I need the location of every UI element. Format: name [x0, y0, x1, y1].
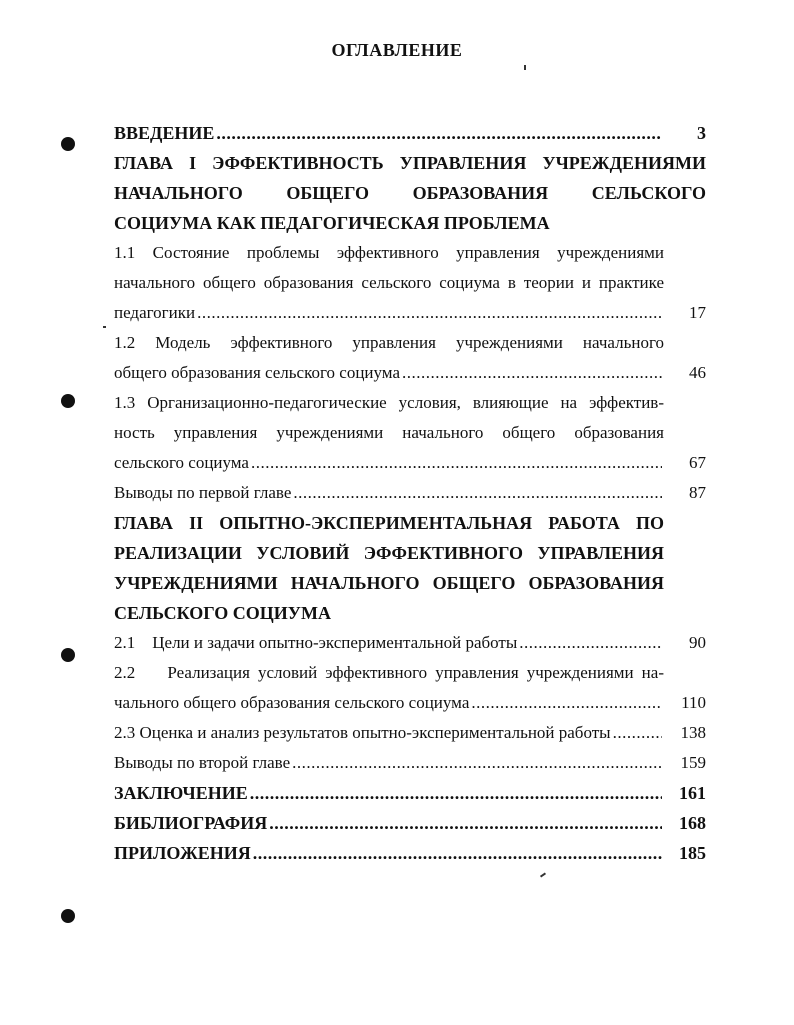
dot-leader [216, 118, 662, 148]
binder-hole-mark [61, 909, 75, 923]
scan-speck [540, 872, 546, 877]
toc-entry-appendices[interactable]: ПРИЛОЖЕНИЯ ..... 185 [114, 838, 706, 868]
toc-entry-section-2-1[interactable]: 2.1 Цели и задачи опытно-экспериментальной работы ..... 90 [114, 628, 706, 658]
binder-hole-mark [61, 394, 75, 408]
dot-leader [402, 358, 662, 388]
page-title: ОГЛАВЛЕНИЕ [331, 40, 463, 60]
binder-hole-mark [61, 648, 75, 662]
toc-entry-chapter-2[interactable]: ГЛАВА II ОПЫТНО-ЭКСПЕРИМЕНТАЛЬНАЯ РАБОТА ПО РЕАЛИЗАЦИИ УСЛОВИЙ ЭФФЕКТИВНОГО УПРАВЛЕНИЯ УЧРЕЖДЕНИЯМИ НАЧАЛЬНОГО ОБЩЕГО ОБРАЗОВАНИЯ СЕЛЬСКОГО СОЦИУМА [114, 513, 664, 623]
dot-leader [471, 688, 662, 718]
toc-entry-conclusions-2[interactable]: Выводы по второй главе ..... 159 [114, 748, 706, 778]
toc-entry-section-2-2[interactable]: 2.2 Реализация условий эффективного управления учреждениями на- чального общего образования сельского социума ..... 110 [114, 658, 706, 718]
toc-entry-introduction[interactable]: ВВЕДЕНИЕ ..... 3 [114, 118, 706, 148]
toc-entry-bibliography[interactable]: БИБЛИОГРАФИЯ ..... 168 [114, 808, 706, 838]
dot-leader [519, 628, 662, 658]
dot-leader [613, 718, 662, 748]
toc-entry-conclusion[interactable]: ЗАКЛЮЧЕНИЕ ..... 161 [114, 778, 706, 808]
toc-entry-conclusions-1[interactable]: Выводы по первой главе ..... 87 [114, 478, 706, 508]
dot-leader [251, 448, 662, 478]
toc-entry-section-2-3[interactable]: 2.3 Оценка и анализ результатов опытно-экспериментальной работы ..... 138 [114, 718, 706, 748]
table-of-contents [114, 118, 706, 868]
dot-leader [197, 298, 662, 328]
dot-leader [253, 838, 662, 868]
binder-hole-mark [61, 137, 75, 151]
dot-leader [269, 808, 662, 838]
dot-leader [250, 778, 662, 808]
toc-entry-section-1-2[interactable]: 1.2 Модель эффективного управления учреждениями начального общего образования сельского социума ..... 46 [114, 328, 706, 388]
scan-speck [103, 326, 106, 328]
toc-entry-chapter-1[interactable]: ГЛАВА I ЭФФЕКТИВНОСТЬ УПРАВЛЕНИЯ УЧРЕЖДЕНИЯМИ НАЧАЛЬНОГО ОБЩЕГО ОБРАЗОВАНИЯ СЕЛЬСКОГО СОЦИУМА КАК ПЕДАГОГИЧЕСКАЯ ПРОБЛЕМА [114, 153, 706, 233]
scan-speck [524, 65, 526, 70]
dot-leader [293, 478, 662, 508]
dot-leader [292, 748, 662, 778]
toc-entry-section-1-3[interactable]: 1.3 Организационно-педагогические условия, влияющие на эффектив- ность управления учреждениями начального общего образования сельского социума ..... 67 [114, 388, 706, 478]
toc-entry-section-1-1[interactable]: 1.1 Состояние проблемы эффективного управления учреждениями начального общего образования сельского социума в теории и практике педагогики ..... 17 [114, 238, 706, 328]
